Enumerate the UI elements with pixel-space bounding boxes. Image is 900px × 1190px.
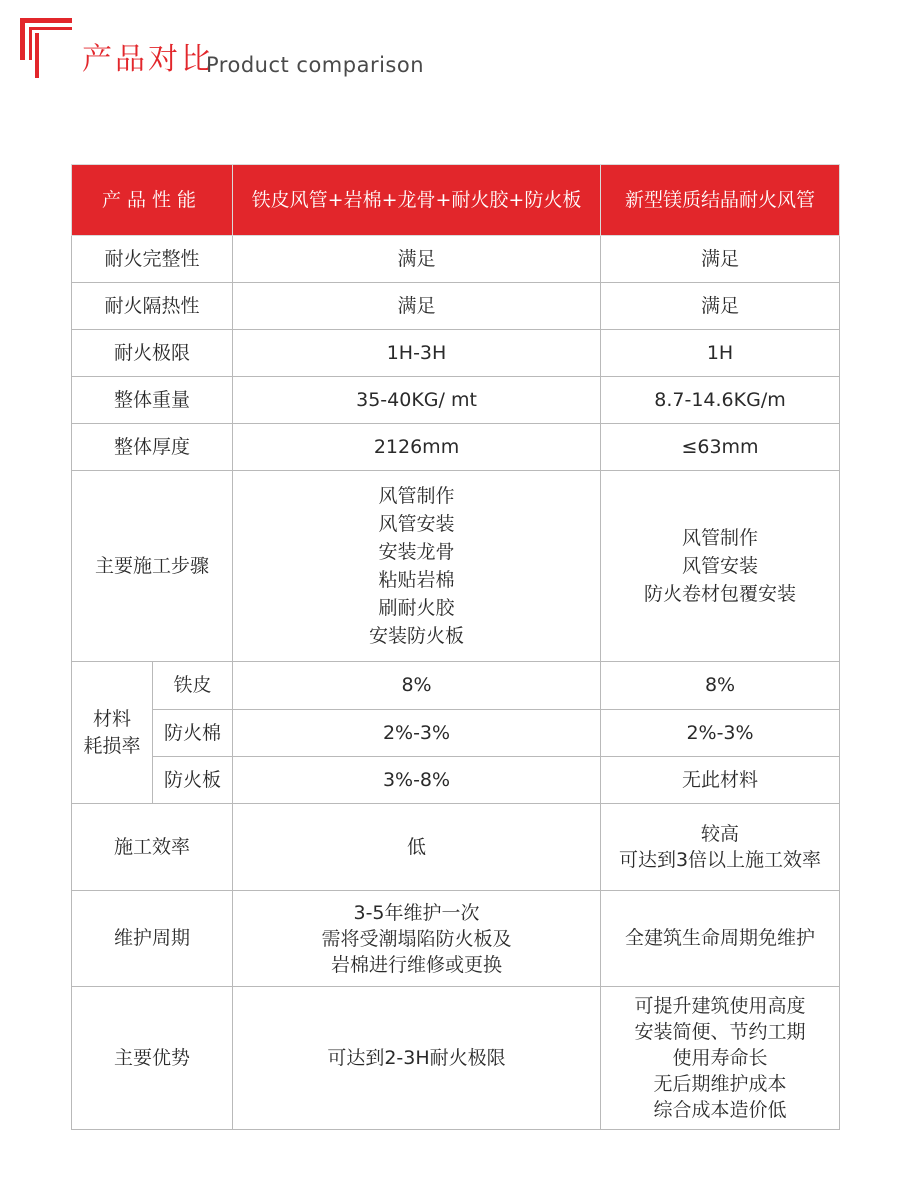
step-item: 风管安装 (378, 513, 455, 535)
step-item: 防火卷材包覆安装 (644, 583, 797, 605)
step-item: 粘贴岩棉 (378, 569, 455, 591)
cell-traditional: 低 (233, 804, 601, 891)
row-label: 耐火隔热性 (72, 283, 233, 330)
step-item: 安装龙骨 (378, 541, 455, 563)
row-label: 耐火极限 (72, 330, 233, 377)
cell-traditional: 3%-8% (233, 757, 601, 804)
cell-new: 8% (601, 662, 840, 710)
step-item: 风管安装 (682, 555, 759, 577)
cell-new-efficiency: 较高 可达到3倍以上施工效率 (601, 804, 840, 891)
cell-traditional: 8% (233, 662, 601, 710)
table-row (72, 330, 840, 377)
cell-new: 无此材料 (601, 757, 840, 804)
cell-new: 全建筑生命周期免维护 (601, 891, 840, 987)
corner-bracket-icon (20, 18, 72, 78)
cell-traditional: 可达到2-3H耐火极限 (233, 987, 601, 1130)
row-label: 整体重量 (72, 377, 233, 424)
table-row-advantages (72, 987, 840, 1130)
table-row-loss (72, 757, 840, 804)
step-item: 风管制作 (682, 527, 759, 549)
cell-traditional: 满足 (233, 236, 601, 283)
step-item: 风管制作 (378, 485, 455, 507)
table-row (72, 236, 840, 283)
header-new-duct: 新型镁质结晶耐火风管 (601, 165, 840, 236)
cell-traditional-steps (233, 471, 601, 662)
cell-new-advantages (601, 987, 840, 1130)
header-traditional-duct: 铁皮风管+岩棉+龙骨+耐火胶+防火板 (233, 165, 601, 236)
cell-traditional: 1H-3H (233, 330, 601, 377)
advantage-item: 可提升建筑使用高度 (634, 995, 806, 1017)
cell-new: 满足 (601, 283, 840, 330)
row-label: 施工效率 (72, 804, 233, 891)
advantage-item: 安装简便、节约工期 (634, 1021, 806, 1043)
cell-new: 2%-3% (601, 710, 840, 757)
loss-item-label: 防火棉 (153, 710, 233, 757)
row-label: 维护周期 (72, 891, 233, 987)
comparison-table (71, 164, 840, 1130)
cell-new-steps (601, 471, 840, 662)
loss-group-label: 材料 耗损率 (72, 662, 153, 804)
step-item: 安装防火板 (369, 625, 465, 647)
header-performance: 产品性能 (72, 165, 233, 236)
advantage-item: 无后期维护成本 (653, 1073, 787, 1095)
table-row (72, 377, 840, 424)
cell-new: ≤63mm (601, 424, 840, 471)
table-row-steps (72, 471, 840, 662)
row-label: 主要施工步骤 (72, 471, 233, 662)
loss-item-label: 防火板 (153, 757, 233, 804)
row-label: 主要优势 (72, 987, 233, 1130)
page-title: 产品对比 (82, 42, 214, 77)
step-item: 刷耐火胶 (378, 597, 455, 619)
table-row-maintenance (72, 891, 840, 987)
row-label: 整体厚度 (72, 424, 233, 471)
cell-traditional: 2126mm (233, 424, 601, 471)
cell-new: 满足 (601, 236, 840, 283)
cell-traditional: 2%-3% (233, 710, 601, 757)
cell-traditional: 35-40KG/ mt (233, 377, 601, 424)
table-row (72, 424, 840, 471)
page-subtitle: Product comparison (206, 53, 425, 77)
table-row-loss (72, 662, 840, 710)
cell-new: 1H (601, 330, 840, 377)
cell-traditional: 满足 (233, 283, 601, 330)
table-header-row (72, 165, 840, 236)
advantage-item: 使用寿命长 (672, 1047, 768, 1069)
cell-new: 8.7-14.6KG/m (601, 377, 840, 424)
advantage-item: 综合成本造价低 (653, 1099, 787, 1121)
table-row (72, 283, 840, 330)
table-row-efficiency (72, 804, 840, 891)
cell-traditional-maintenance: 3-5年维护一次 需将受潮塌陷防火板及 岩棉进行维修或更换 (233, 891, 601, 987)
table-row-loss (72, 710, 840, 757)
loss-item-label: 铁皮 (153, 662, 233, 710)
row-label: 耐火完整性 (72, 236, 233, 283)
